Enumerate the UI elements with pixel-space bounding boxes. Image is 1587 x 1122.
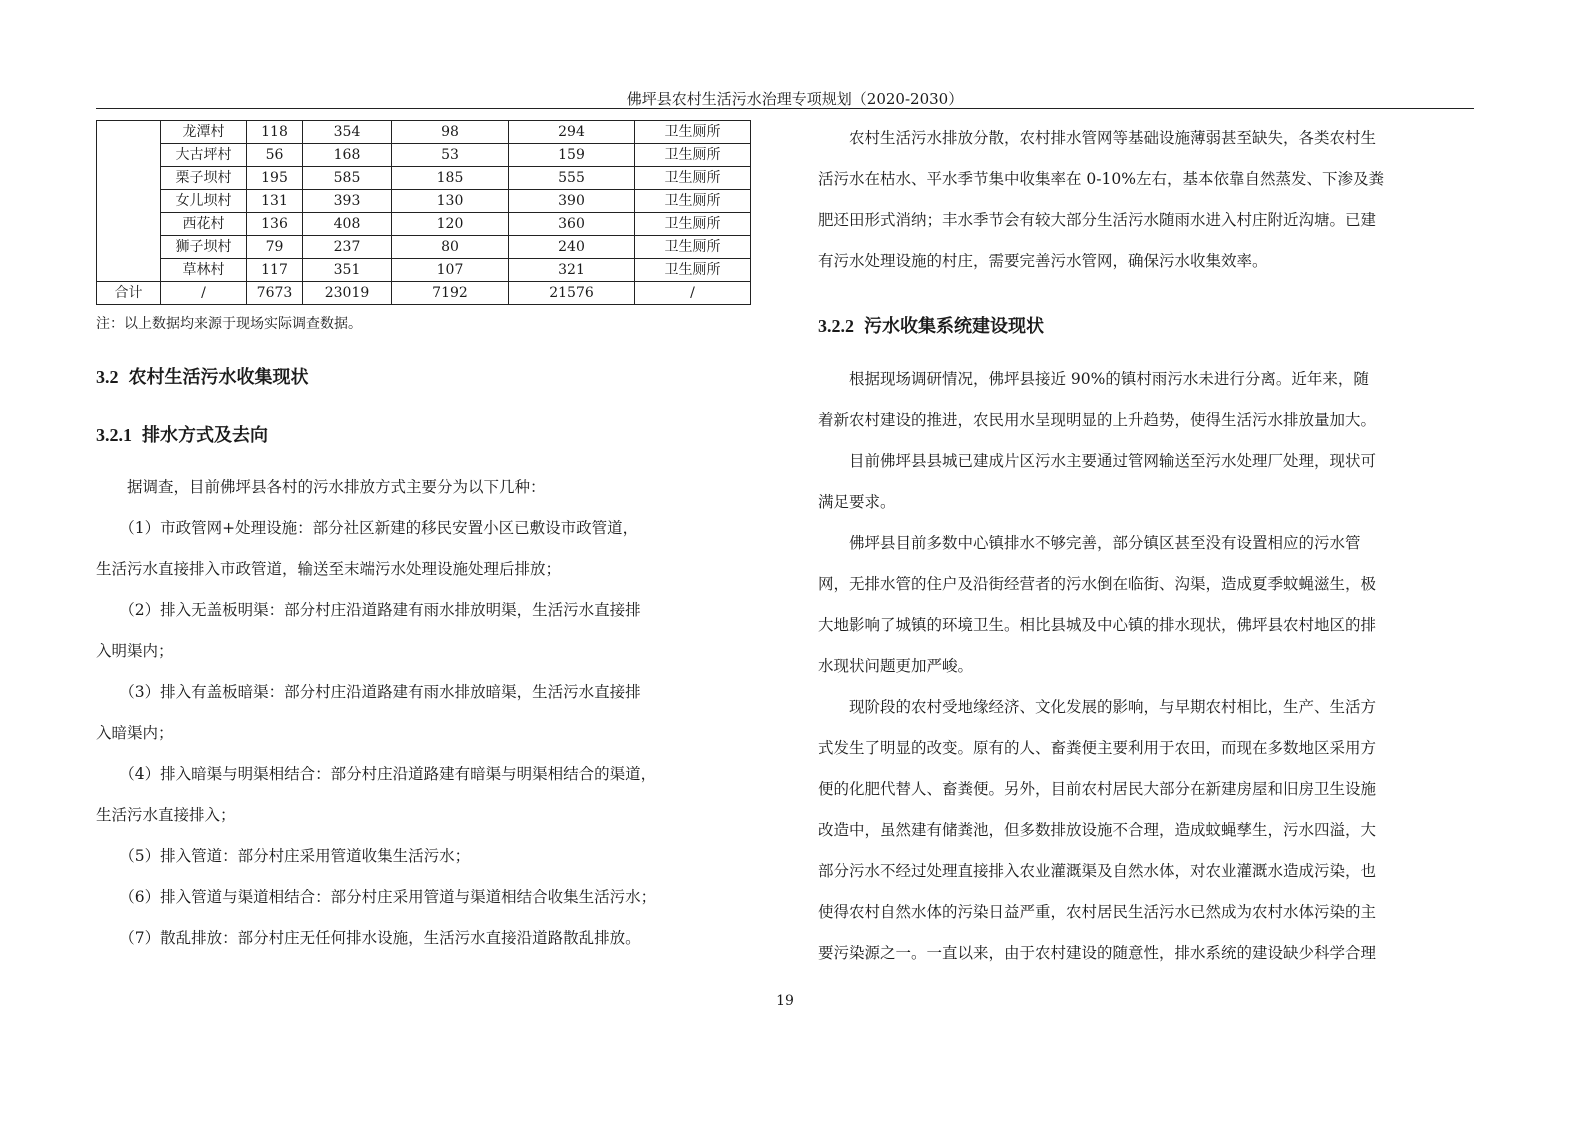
table-cell: 98 (392, 121, 509, 144)
header-divider (96, 108, 1474, 109)
table-row (97, 282, 751, 305)
text-line: 水现状问题更加严峻。 (818, 657, 974, 675)
table-cell: 卫生厕所 (635, 167, 751, 190)
table-row (97, 144, 751, 167)
right-column-body (818, 359, 1474, 974)
text-line: 现阶段的农村受地缘经济、文化发展的影响，与早期农村相比，生产、生活方 (818, 698, 1377, 716)
table-cell: 卫生厕所 (635, 236, 751, 259)
table-cell: 136 (247, 213, 303, 236)
text-line: （7）散乱排放：部分村庄无任何排水设施，生活污水直接沿道路散乱排放。 (96, 929, 641, 947)
text-line: 满足要求。 (818, 493, 896, 511)
table-cell: 西花村 (161, 213, 247, 236)
table-cell: 360 (509, 213, 635, 236)
table-cell: 294 (509, 121, 635, 144)
text-line: （3）排入有盖板暗渠：部分村庄沿道路建有雨水排放暗渠，生活污水直接排 (96, 683, 641, 701)
table-cell: 56 (247, 144, 303, 167)
text-line: 有污水处理设施的村庄，需要完善污水管网，确保污水收集效率。 (818, 252, 1268, 270)
table-cell (97, 121, 161, 282)
text-line: 着新农村建设的推进，农民用水呈现明显的上升趋势，使得生活污水排放量加大。 (818, 411, 1377, 429)
section-number: 3.2.2 (818, 316, 854, 336)
text-line: 肥还田形式消纳；丰水季节会有较大部分生活污水随雨水进入村庄附近沟塘。已建 (818, 211, 1377, 229)
table-cell: 393 (303, 190, 392, 213)
running-header-title: 佛坪县农村生活污水治理专项规划（2020-2030） (626, 90, 964, 108)
table-cell: 23019 (303, 282, 392, 305)
table-cell: 女儿坝村 (161, 190, 247, 213)
table-cell: 117 (247, 259, 303, 282)
table-cell: 53 (392, 144, 509, 167)
text-line: 活污水在枯水、平水季节集中收集率在 0-10%左右，基本依靠自然蒸发、下渗及粪 (818, 170, 1384, 188)
table-cell: 合计 (97, 282, 161, 305)
table-row (97, 190, 751, 213)
section-title: 污水收集系统建设现状 (864, 316, 1044, 337)
text-line: 大地影响了城镇的环境卫生。相比县城及中心镇的排水现状，佛坪县农村地区的排 (818, 616, 1377, 634)
table-cell: 草林村 (161, 259, 247, 282)
text-line: 佛坪县目前多数中心镇排水不够完善，部分镇区甚至没有设置相应的污水管 (818, 534, 1361, 552)
table-cell: 卫生厕所 (635, 259, 751, 282)
table-cell: 107 (392, 259, 509, 282)
text-line: 生活污水直接排入； (96, 806, 236, 824)
text-line: （2）排入无盖板明渠：部分村庄沿道路建有雨水排放明渠，生活污水直接排 (96, 601, 641, 619)
table-cell: 21576 (509, 282, 635, 305)
table-cell: 321 (509, 259, 635, 282)
table-cell: 卫生厕所 (635, 213, 751, 236)
text-line: 使得农村自然水体的污染日益严重，农村居民生活污水已然成为农村水体污染的主 (818, 903, 1377, 921)
table-cell: 120 (392, 213, 509, 236)
table-row (97, 259, 751, 282)
table-cell: / (635, 282, 751, 305)
text-line: 据调查，目前佛坪县各村的污水排放方式主要分为以下几种： (96, 478, 546, 496)
table-cell: 7192 (392, 282, 509, 305)
table-cell: 130 (392, 190, 509, 213)
section-heading-3-2-1 (96, 421, 268, 447)
text-line: 农村生活污水排放分散，农村排水管网等基础设施薄弱甚至缺失，各类农村生 (818, 129, 1377, 147)
text-line: 式发生了明显的改变。原有的人、畜粪便主要利用于农田，而现在多数地区采用方 (818, 739, 1377, 757)
section-heading-3-2 (96, 363, 309, 389)
table-cell: 卫生厕所 (635, 190, 751, 213)
table-cell: 185 (392, 167, 509, 190)
table-cell: 159 (509, 144, 635, 167)
text-line: （1）市政管网+处理设施：部分社区新建的移民安置小区已敷设市政管道， (96, 519, 639, 537)
table-cell: 351 (303, 259, 392, 282)
table-cell: 79 (247, 236, 303, 259)
section-number: 3.2.1 (96, 425, 132, 445)
table-cell: 354 (303, 121, 392, 144)
text-line: 入明渠内； (96, 642, 174, 660)
text-line: （5）排入管道：部分村庄采用管道收集生活污水； (96, 847, 471, 865)
text-line: 改造中，虽然建有储粪池，但多数排放设施不合理，造成蚊蝇孳生，污水四溢，大 (818, 821, 1377, 839)
table-cell: 狮子坝村 (161, 236, 247, 259)
table-cell: 408 (303, 213, 392, 236)
table-cell: 大古坪村 (161, 144, 247, 167)
table-cell: 585 (303, 167, 392, 190)
table-cell: 240 (509, 236, 635, 259)
table-cell: 7673 (247, 282, 303, 305)
table-row (97, 167, 751, 190)
table-cell: 栗子坝村 (161, 167, 247, 190)
right-paragraph-intro (818, 118, 1474, 282)
text-line: 目前佛坪县县城已建成片区污水主要通过管网输送至污水处理厂处理，现状可 (818, 452, 1377, 470)
table-row (97, 236, 751, 259)
table-cell: / (161, 282, 247, 305)
text-line: （4）排入暗渠与明渠相结合：部分村庄沿道路建有暗渠与明渠相结合的渠道， (96, 765, 657, 783)
table-note: 注：以上数据均来源于现场实际调查数据。 (96, 316, 362, 332)
table-cell: 龙潭村 (161, 121, 247, 144)
text-line: （6）排入管道与渠道相结合：部分村庄采用管道与渠道相结合收集生活污水； (96, 888, 657, 906)
table-cell: 195 (247, 167, 303, 190)
text-line: 网，无排水管的住户及沿街经营者的污水倒在临街、沟渠，造成夏季蚊蝇滋生，极 (818, 575, 1377, 593)
table-row (97, 121, 751, 144)
table-cell: 390 (509, 190, 635, 213)
text-line: 根据现场调研情况，佛坪县接近 90%的镇村雨污水未进行分离。近年来，随 (818, 370, 1369, 388)
table-cell: 131 (247, 190, 303, 213)
table-cell: 168 (303, 144, 392, 167)
table-cell: 237 (303, 236, 392, 259)
text-line: 生活污水直接排入市政管道，输送至末端污水处理设施处理后排放； (96, 560, 562, 578)
text-line: 部分污水不经过处理直接排入农业灌溉渠及自然水体，对农业灌溉水造成污染，也 (818, 862, 1377, 880)
table-cell: 卫生厕所 (635, 144, 751, 167)
section-number: 3.2 (96, 367, 119, 387)
text-line: 便的化肥代替人、畜粪便。另外，目前农村居民大部分在新建房屋和旧房卫生设施 (818, 780, 1377, 798)
section-title: 排水方式及去向 (142, 425, 268, 446)
table-row (97, 213, 751, 236)
table-cell: 80 (392, 236, 509, 259)
table-cell: 卫生厕所 (635, 121, 751, 144)
text-line: 入暗渠内； (96, 724, 174, 742)
village-data-table (96, 120, 751, 305)
text-line: 要污染源之一。一直以来，由于农村建设的随意性，排水系统的建设缺少科学合理 (818, 944, 1377, 962)
page-number: 19 (776, 993, 794, 1009)
table-cell: 118 (247, 121, 303, 144)
section-title: 农村生活污水收集现状 (128, 367, 309, 388)
left-column-body (96, 467, 751, 959)
table-cell: 555 (509, 167, 635, 190)
section-heading-3-2-2 (818, 312, 1044, 338)
